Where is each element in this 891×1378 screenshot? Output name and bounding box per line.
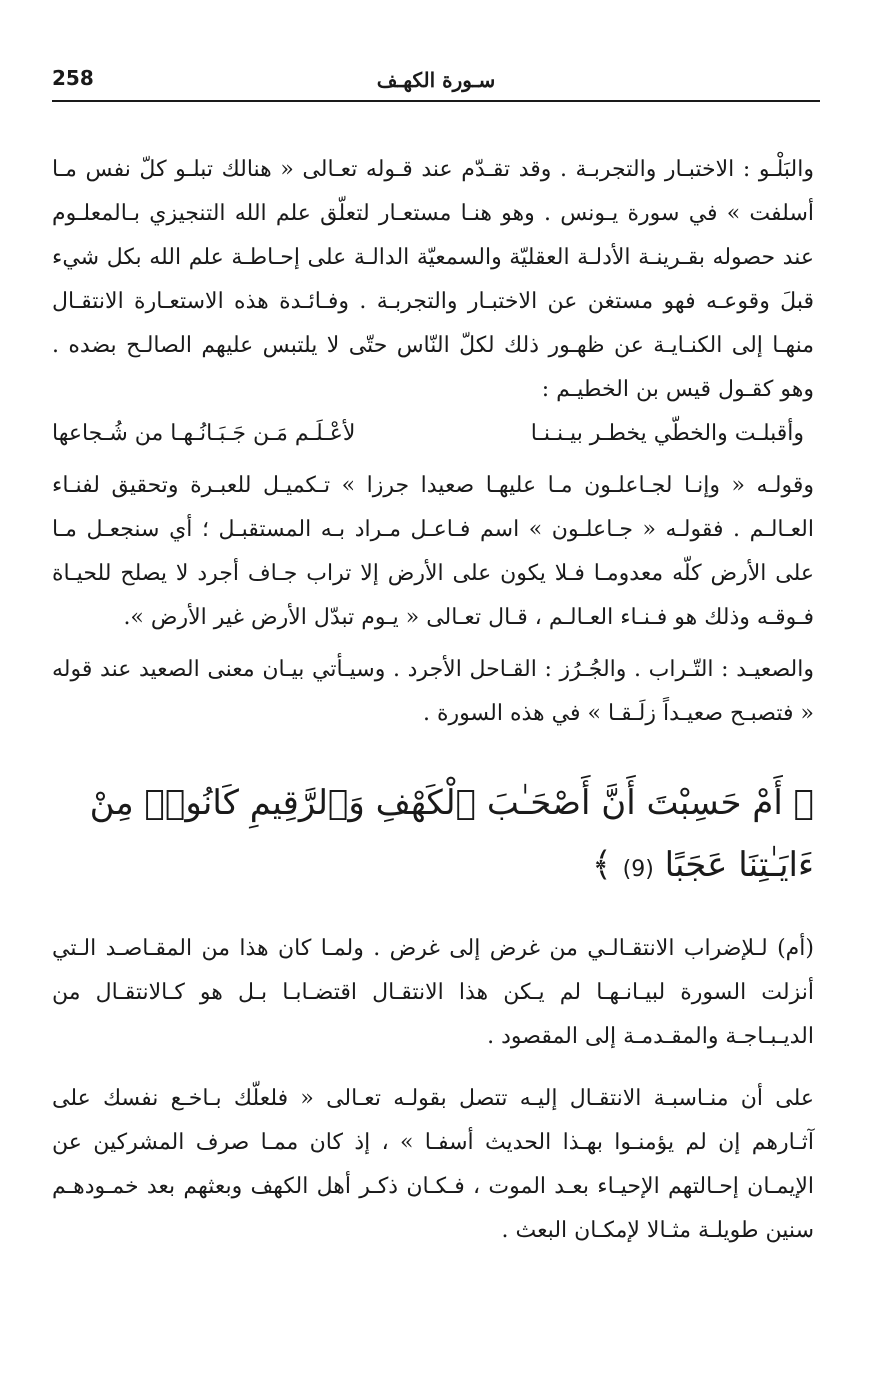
verse-end-bracket: ﴾	[591, 845, 612, 885]
page-number: 258	[52, 66, 94, 90]
surah-title: سـورة الكهـف	[376, 68, 496, 92]
page-body	[52, 148, 814, 1253]
paragraph-5: على أن منـاسبـة الانتقـال إليـه تتصل بقولـه تعـالى « فلعلّك بـاخـع نفسك على آثـارهم إن لم يؤمنـوا بهـذا الحديث أسفـا » ، إذ كان ممـا صرف المشركين عن الإيمـان إحـالتهم الإحيـاء بعـد الموت ، فـكـان ذكـر أهل الكهف وبعثهم بعد خمـودهـم سنين طويلـة مثـالا لإمكـان البعث .	[52, 1086, 814, 1243]
quran-verse	[52, 772, 814, 901]
paragraph-1: والبَلْـو : الاختبـار والتجربـة . وقد تقـدّم عند قـوله تعـالى « هنالك تبلـو كلّ نفس مـا أسلفت » في سورة يـونس . وهو هنـا مستعـار لتعلّق علم الله التنجيزي بـالمعلـوم عند حصوله بقـرينـة الأدلـة العقليّة والسمعيّة الدالـة على إحـاطـة علم الله بكل شيء قبلَ وقوعـه فهو مستغن عن الاختبـار والتجربـة . وفـائـدة هذه الاستعـارة الانتقـال منهـا إلى الكنـايـة عن ظهـور ذلك لكلّ النّاس حتّى لا يلتبس عليهم الصالـح بضده . وهو كقـول قيس بن الخطيـم :	[52, 157, 814, 402]
paragraph-4: (أم) لـلإضراب الانتقـالـي من غرض إلى غرض . ولمـا كان هذا من المقـاصـد الـتي أنزلت السورة لبيـانـهـا لم يـكن هذا الانتقـال اقتضـابـا بـل هو كـالانتقـال من الديـبـاجـة والمقـدمـة إلى المقصود .	[52, 936, 814, 1049]
paragraph-2: وقولـه « وإنـا لجـاعلـون مـا عليهـا صعيدا جرزا » تـكميـل للعبـرة وتحقيق لفنـاء العـالـم . فقولـه « جـاعلـون » اسم فـاعـل مـراد بـه المستقبـل ؛ أي سنجعـل مـا على الأرض كلّه معدومـا فـلا يكون على الأرض إلا تراب جـاف أجرد لا يصلح للحيـاة فـوقـه وذلك هو فـنـاء العـالـم ، قـال تعـالى « يـوم تبدّل الأرض غير الأرض ».	[52, 473, 814, 630]
paragraph-3: والصعيـد : التّـراب . والجُـرُز : القـاحل الأجرد . وسيـأتي بيـان معنى الصعيد عند قوله « فتصبـح صعيـداً زلَـقـا » في هذه السورة .	[52, 657, 814, 726]
verse-text: ﴿ أَمْ حَسِبْتَ أَنَّ أَصْحَـٰبَ ٱلْكَهْفِ وَٱلرَّقِيمِ كَانُوا۟ مِنْ ءَايَـٰتِنَا عَجَبًا	[89, 783, 814, 885]
poetry-line	[52, 412, 814, 456]
poetry-first-hemistich: وأقبلـت والخطّي يخطـر بيـنـنـا	[530, 421, 804, 446]
verse-number: (9)	[622, 857, 654, 882]
page-header	[52, 60, 820, 102]
poetry-second-hemistich: لأعْـلَـم مَـن جَـبَـانُـهـا من شُـجاعها	[52, 421, 356, 446]
